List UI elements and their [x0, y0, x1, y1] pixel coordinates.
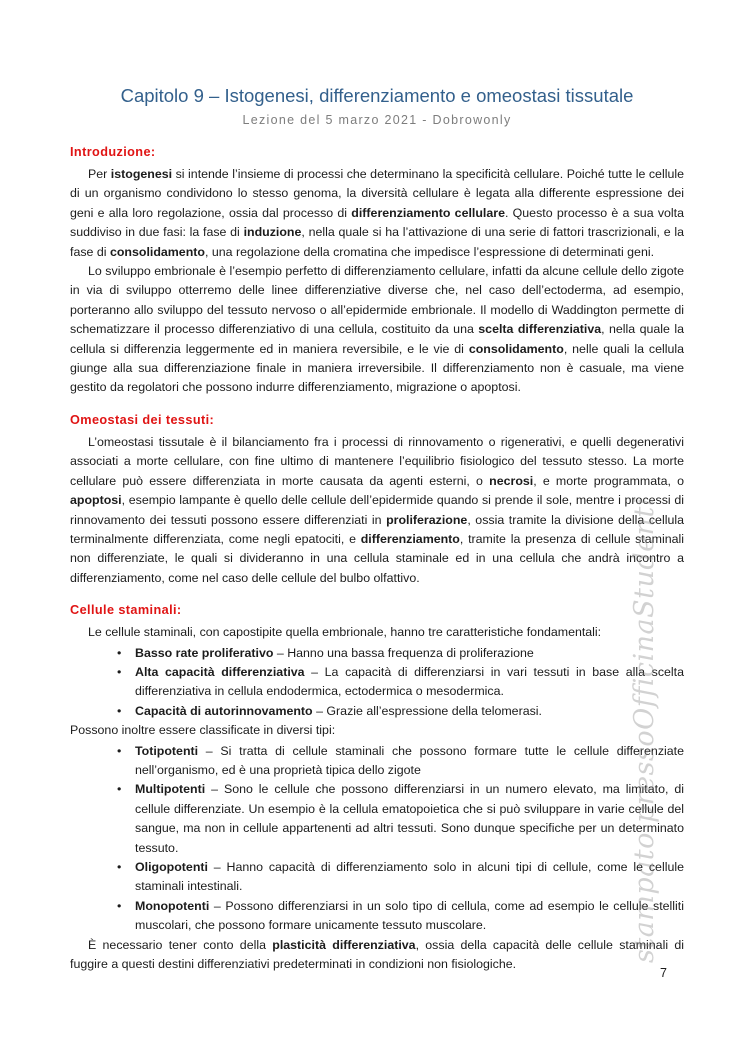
- list-item: • Oligopotenti – Hanno capacità di differenziamento solo in alcuni tipi di cellule, come le cellule staminali intestinali.: [70, 858, 684, 897]
- page-subtitle: Lezione del 5 marzo 2021 - Dobrowonly: [242, 113, 512, 127]
- list-item: • Alta capacità differenziativa – La capacità di differenziarsi in vari tessuti in base alla scelta differenziativa in cellula endodermica, ectodermica o mesodermica.: [70, 663, 684, 702]
- paragraph: L’omeostasi tissutale è il bilanciamento fra i processi di rinnovamento o rigenerativi, e quelli degenerativi associati a morte cellulare, con fine ultimo di mantenere l’equilibrio fisiologico del tessuto stesso. La morte cellulare può essere differenziata in morte causata da agenti esterni, o necrosi, e morte programmata, o apoptosi, esempio lampante è quello delle cellule dell’epidermide quando si prende il sole, mentre i processi di rinnovamento dei tessuti possono essere differenziati in proliferazione, ossia tramite la divisione della cellula terminalmente differenziata, come negli epatociti, e differenziamento, tramite la presenza di cellule staminali non differenziate, le quali si divideranno in una cellula staminale ed in una cellula che andrà incontro a differenziamento, come nel caso delle cellule del bulbo olfattivo.: [70, 434, 685, 585]
- section-heading-cellule-staminali: Cellule staminali:: [70, 603, 182, 618]
- section-cellule-staminali: [70, 603, 684, 974]
- watermark: stampato pressoOfficinaStudenti: [629, 497, 660, 963]
- section-heading-introduzione: Introduzione:: [70, 145, 156, 159]
- page-title: Capitolo 9 – Istogenesi, differenziamento e omeostasi tissutale: [120, 85, 634, 106]
- paragraph: È necessario tener conto della plasticità differenziativa, ossia della capacità delle cellule staminali di fuggire a questi destini differenziativi predeterminati in condizioni non fisiologiche.: [70, 937, 684, 972]
- list-item: • Monopotenti – Possono differenziarsi in un solo tipo di cellula, come ad esempio le cellule stelliti muscolari, che possono formare unicamente tessuto muscolare.: [70, 897, 684, 936]
- list-item: • Multipotenti – Sono le cellule che possono differenziarsi in un numero elevato, ma limitato, di cellule differenziate. Un esempio è la cellula ematopoietica che si può sviluppare in varie cellule del sangue, ma non in cellule appartenenti ad altri tessuti. Sono dunque specifiche per un determinato tessuto.: [70, 780, 684, 858]
- paragraph: Possono inoltre essere classificate in diversi tipi:: [70, 723, 336, 738]
- page-content: [70, 84, 684, 974]
- bullet-list-caratteristiche: [70, 644, 684, 722]
- bullet-list-tipi: [70, 742, 684, 936]
- section-heading-omeostasi: Omeostasi dei tessuti:: [70, 412, 215, 427]
- list-item: • Totipotenti – Si tratta di cellule staminali che possono formare tutte le cellule differenziate nell’organismo, ed è una proprietà tipica dello zigote: [70, 742, 684, 781]
- section-omeostasi: [70, 413, 684, 588]
- section-introduzione: [70, 145, 684, 398]
- list-item: • Basso rate proliferativo – Hanno una bassa frequenza di proliferazione: [70, 644, 684, 663]
- paragraph: Per istogenesi si intende l’insieme di processi che determinano la specificità cellulare. Poiché tutte le cellule di un organismo condividono lo stesso genoma, la diversità cellulare è legata alla differente espressione dei geni e alla loro regolazione, ossia dal processo di differenziamento cellulare. Questo processo è a sua volta suddiviso in due fasi: la fase di induzione, nella quale si ha l’attivazione di una serie di fattori trascrizionali, e la fase di consolidamento, una regolazione della cromatina che impedisce l’espressione di determinati geni.: [70, 167, 684, 259]
- page-number: 7: [660, 966, 667, 980]
- list-item: • Capacità di autorinnovamento – Grazie all’espressione della telomerasi.: [70, 702, 684, 721]
- paragraph: Le cellule staminali, con capostipite quella embrionale, hanno tre caratteristiche fondamentali:: [88, 625, 602, 640]
- paragraph: Lo sviluppo embrionale è l’esempio perfetto di differenziamento cellulare, infatti da alcune cellule dello zigote in via di sviluppo otterremo delle linee differenziative diverse che, nel caso dell’ectoderma, ad esempio, porteranno allo sviluppo del tessuto nervoso o all’epidermide embrionale. Il modello di Waddington permette di schematizzare il processo differenziativo di una cellula, costituito da una scelta differenziativa, nella quale la cellula si differenzia leggermente ed in maniera reversibile, e le vie di consolidamento, nelle quali la cellula giunge alla sua differenziazione finale in maniera irreversibile. Il differenziamento non è casuale, ma viene gestito da regolatori che possono indurre differenziamento, migrazione o apoptosi.: [70, 264, 684, 395]
